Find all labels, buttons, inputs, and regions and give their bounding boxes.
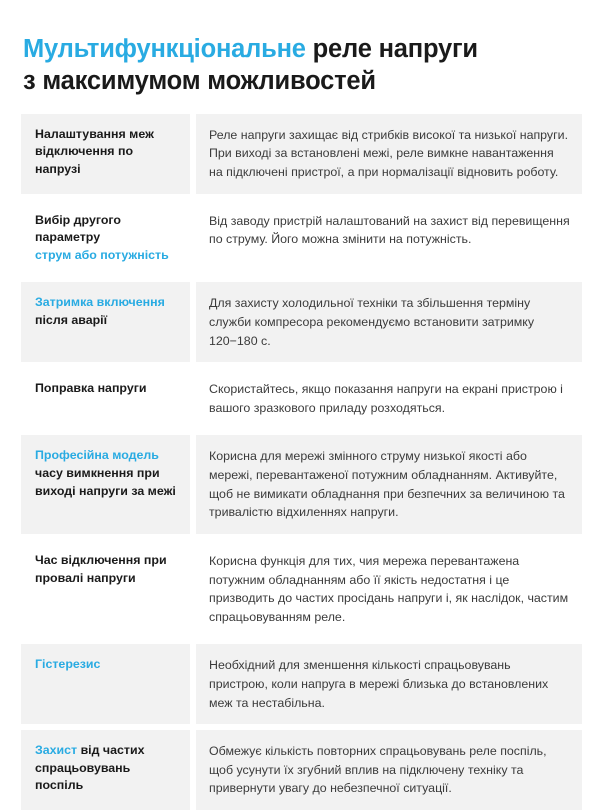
row-term-accent: Захист	[35, 743, 78, 758]
row-term-plain: Час відключення при провалі напруги	[35, 552, 167, 585]
row-term	[21, 368, 190, 429]
table-row	[21, 730, 582, 810]
page-title-line2: з максимумом можливостей	[23, 67, 376, 96]
row-term-accent-secondary: струм або потужність	[35, 247, 169, 262]
row-description: Обмежує кількість повторних спрацьовувань реле поспіль, щоб усунути їх згубний вплив на підключену техніку та привернути увагу до небезпечної ситуації.	[196, 730, 582, 810]
page-title-accent: Мультифункціональне	[23, 35, 306, 63]
table-row	[21, 282, 582, 362]
row-term-plain: часу вимкнення при виході напруги за межі	[35, 466, 176, 498]
row-term-accent: Гістерезис	[35, 657, 101, 672]
row-term	[21, 644, 190, 724]
row-description: Реле напруги захищає від стрибків високої та низької напруги. При виході за встановлені межі, реле вимкне навантаження на підключені пристрої, а при нормалізації відновить роботу.	[196, 114, 582, 194]
row-term-plain: від частих спрацьовувань поспіль	[35, 743, 145, 793]
table-row	[21, 368, 582, 429]
row-term-plain: Вибір другого параметру	[35, 212, 121, 245]
row-description: Корисна функція для тих, чия мережа перевантажена потужним обладнанням або її якість недостатня і це призводить до частих просідань напруги і, як наслідок, частим спрацьовуванням реле.	[209, 553, 569, 624]
row-term	[21, 200, 190, 277]
table-row	[21, 435, 582, 533]
page-title-rest: реле напруги	[305, 35, 478, 63]
row-description: Скористайтесь, якщо показання напруги на екрані пристрою і вашого зразкового приладу розходяться.	[209, 382, 563, 415]
specification-table	[0, 114, 600, 810]
row-term	[21, 114, 190, 194]
row-term-accent: Професійна модель	[35, 448, 159, 463]
row-term	[21, 730, 190, 810]
row-description: Для захисту холодильної техніки та збільшення терміну служби компресора рекомендуємо встановити затримку 120−180 с.	[196, 282, 582, 362]
table-row	[21, 540, 582, 638]
table-row	[21, 114, 582, 194]
row-term-plain: Налаштування меж відключення по напрузі	[35, 126, 154, 176]
row-description: Необхідний для зменшення кількості спрацьовувань пристрою, коли напруга в мережі близька до встановлених меж та нестабільна.	[196, 644, 582, 724]
table-row	[21, 644, 582, 724]
page-title	[0, 0, 600, 98]
row-term	[21, 540, 190, 638]
table-row	[21, 200, 582, 277]
row-term-plain: після аварії	[35, 313, 108, 328]
row-description: Корисна для мережі змінного струму низької якості або мережі, перевантаженої потужним обладнанням. Активуйте, щоб не вимикати обладнання при безпечних за величиною та тривалістю відхиленнях напруги.	[196, 435, 582, 533]
row-term	[21, 282, 190, 362]
row-term-accent: Затримка включення	[35, 295, 165, 310]
row-description: Від заводу пристрій налаштований на захист від перевищення по струму. Його можна змінити на потужність.	[209, 213, 570, 247]
row-term	[21, 435, 190, 533]
row-term-plain: Поправка напруги	[35, 381, 147, 396]
